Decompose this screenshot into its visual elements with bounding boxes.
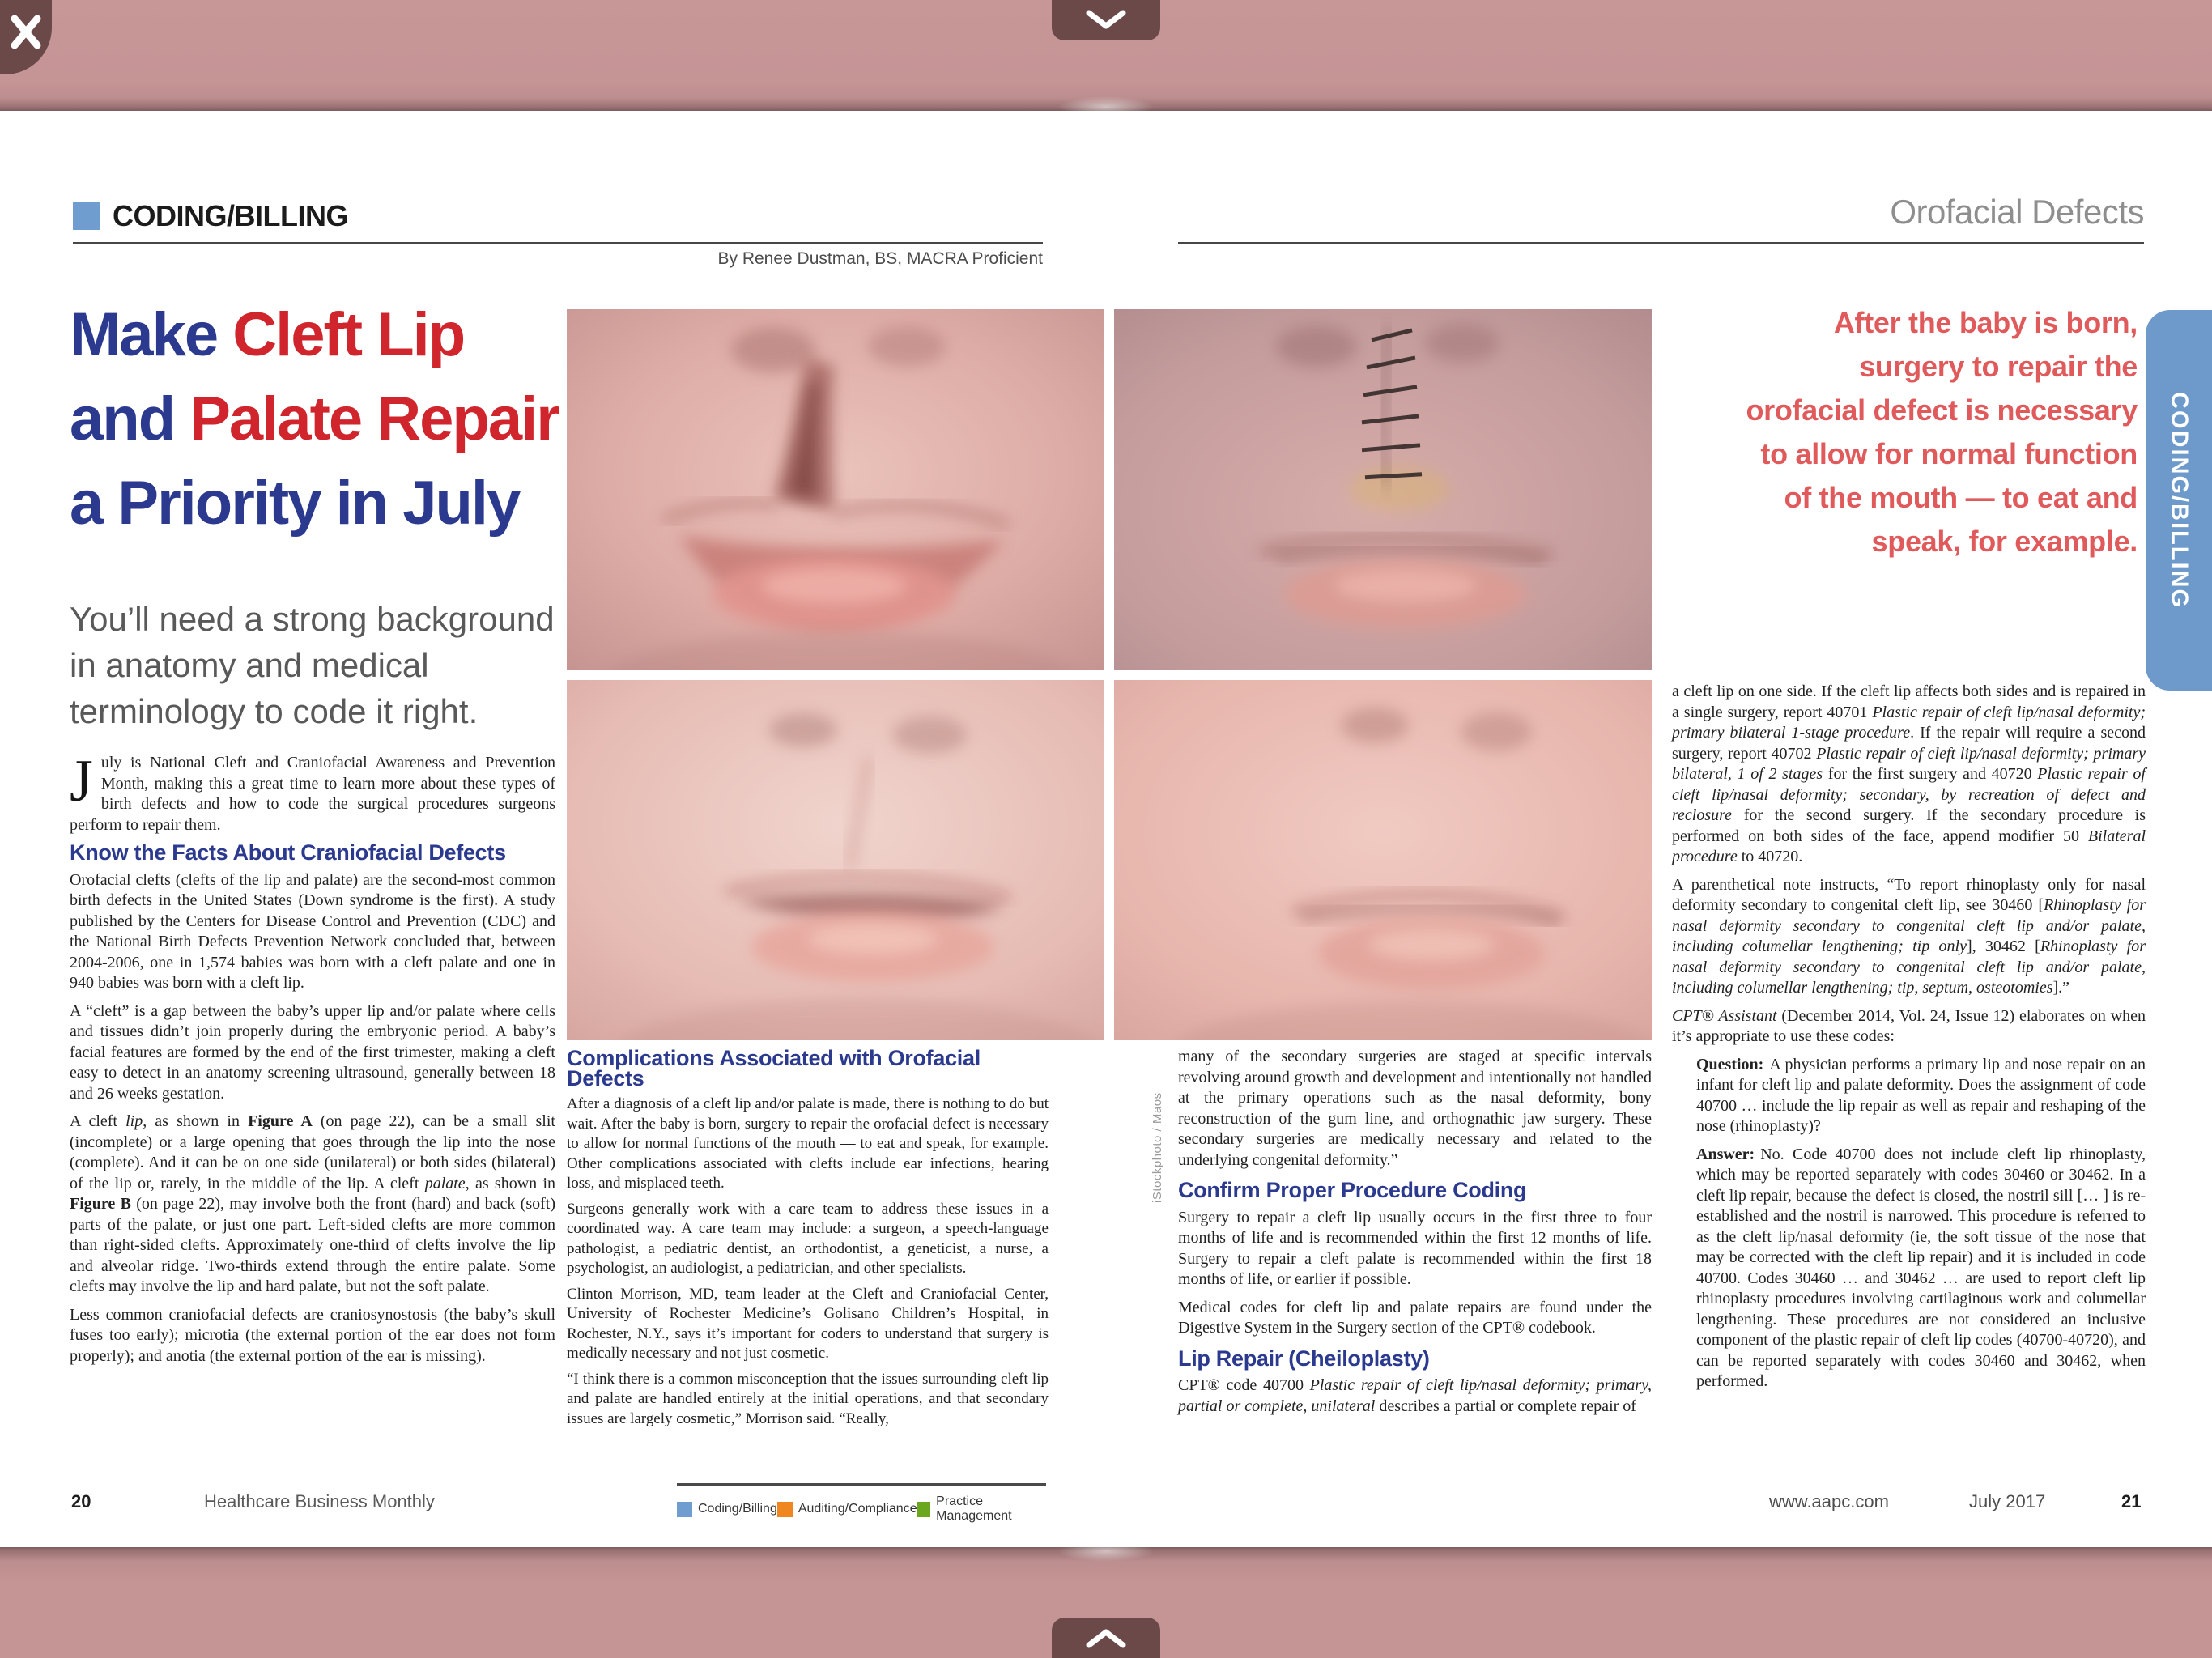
procedure-coding-column <box>1178 1047 1652 1424</box>
page-number-right: 21 <box>2121 1491 2142 1511</box>
section-heading: Complications Associated with Orofacial Defects <box>567 1046 981 1090</box>
byline: By Renee Dustman, BS, MACRA Proficient <box>717 249 1043 268</box>
close-icon <box>7 11 45 53</box>
title-line: and Palate Repair <box>70 385 559 453</box>
section-tab-label: CODING/BILLING <box>2166 391 2193 610</box>
left-column <box>70 748 556 1374</box>
section-color-square-icon <box>73 202 100 230</box>
legend-swatch-blue-icon <box>677 1502 692 1517</box>
complications-column <box>567 1047 1049 1435</box>
body-paragraph: Surgery to repair a cleft lip usually occurs in the first three to four months of life and is recommended within the first 12 months of life. Surgery to repair a cleft palate is recommended within the first 18 months of life, or earlier if possible. <box>1178 1208 1652 1288</box>
header-rule-right <box>1178 242 2144 244</box>
article-deck: You’ll need a strong background in anatomy and medical terminology to code it right. <box>70 600 555 730</box>
title-line: a Priority in July <box>70 469 520 538</box>
section-tab-coding-billing <box>2146 310 2212 691</box>
page-number-left: 20 <box>71 1491 91 1511</box>
body-paragraph: Clinton Morrison, MD, team leader at the Cleft and Craniofacial Center, University of Rochester Medicine’s Golisano Children’s Hospital, in Rochester, N.Y., says it’s important for coders to understand that surgery is medically necessary and not just cosmetic. <box>567 1285 1049 1362</box>
intro-paragraph: July is National Cleft and Craniofacial Awareness and Prevention Month, making this a great time to learn more about these types of birth defects and how to code the surgical procedures surgeons perform to repair them. <box>70 748 555 834</box>
photo-cleft-lip-repaired <box>1114 680 1652 1041</box>
section-kicker-label: CODING/BILLING <box>113 199 348 232</box>
magazine-name: Healthcare Business Monthly <box>204 1491 435 1511</box>
legend-swatch-orange-icon <box>777 1502 793 1517</box>
right-page-header: Orofacial Defects <box>1890 193 2144 231</box>
photo-cleft-lip-sutured <box>1114 309 1652 670</box>
body-paragraph: CPT® Assistant (December 2014, Vol. 24, Issue 12) elaborates on when it’s appropriate to use these codes: <box>1672 1006 2146 1045</box>
question-paragraph: Question: A physician performs a primary lip and nose repair on an infant for cleft lip and palate deformity. Does the assignment of code 40700 … include the lip repair as well as repair and reshaping of the nose (rhinoplasty)? <box>1696 1055 2146 1135</box>
body-paragraph: a cleft lip on one side. If the cleft lip affects both sides and is repaired in a single surgery, report 40701 Plastic repair of cleft lip/nasal deformity; primary bilateral 1-stage procedure. If the repair will require a second surgery, report 40702 Plastic repair of cleft lip/nasal deformity; primary bilateral, 1 of 2 stages for the first surgery and 40720 Plastic repair of cleft lip/nasal deformity; secondary, by recreation of defect and reclosure for the second surgery. If the secondary procedure is performed on both sides of the face, append modifier 50 Bilateral procedure to 40720. <box>1672 682 2146 865</box>
article-title <box>70 293 559 546</box>
header-rule-left <box>73 242 1043 244</box>
body-paragraph: CPT® code 40700 Plastic repair of cleft lip/nasal deformity; primary, partial or complete, unilateral describes a partial or complete repair of <box>1178 1376 1652 1415</box>
body-paragraph: “I think there is a common misconception that the issues surrounding cleft lip and palate are handled entirely at the initial operations, and that secondary issues are largely cosmetic,” Morrison said. “Really, <box>567 1370 1049 1427</box>
footer-issue-date: July 2017 <box>1969 1491 2046 1511</box>
legend-rule <box>677 1483 1046 1486</box>
pull-quote: After the baby is born, surgery to repair the orofacial defect is necessary to allow for normal function of the mouth — to eat and speak, for example. <box>1746 306 2138 558</box>
section-heading: Confirm Proper Procedure Coding <box>1178 1178 1527 1202</box>
legend-item-auditing-compliance: Auditing/Compliance <box>777 1502 917 1517</box>
section-heading: Know the Facts About Craniofacial Defects <box>70 840 506 865</box>
section-heading: Lip Repair (Cheiloplasty) <box>1178 1346 1430 1371</box>
body-paragraph: Less common craniofacial defects are craniosynostosis (the baby’s skull fuses too early); microtia (the external portion of the ear does not form properly); and anotia (the external portion of the ear is missing). <box>70 1305 555 1365</box>
title-line: Make Cleft Lip <box>70 300 465 369</box>
body-paragraph: Orofacial clefts (clefts of the lip and palate) are the second-most common birth defects in the United States (Down syndrome is the first). A study published by the Centers for Disease Control and Prevention (CDC) and the National Birth Defects Prevention Network concluded that, between 2004-2006, one in 1,574 babies was born with a cleft palate and one in 940 babies was born with a cleft lip. <box>70 870 555 992</box>
legend-item-coding-billing: Coding/Billing <box>677 1502 777 1517</box>
body-paragraph: A parenthetical note instructs, “To report rhinoplasty only for nasal deformity secondary to congenital cleft lip, see 30460 [Rhinoplasty for nasal deformity secondary to congenital cleft lip and/or palate, including columellar lengthening; tip only], 30462 [Rhinoplasty for nasal deformity secondary to congenital cleft lip and/or palate, including columellar lengthening; tip, septum, osteotomies].” <box>1672 875 2146 997</box>
legend-item-practice-management: Practice Management <box>917 1494 1046 1524</box>
chevron-down-icon <box>1083 10 1129 31</box>
section-legend <box>677 1483 1046 1524</box>
scroll-up-button[interactable] <box>1052 1618 1160 1658</box>
chevron-up-icon <box>1083 1627 1129 1648</box>
body-paragraph: Medical codes for cleft lip and palate repairs are found under the Digestive System in the Surgery section of the CPT® codebook. <box>1178 1298 1652 1337</box>
question-label: Question: <box>1696 1055 1764 1073</box>
footer-website: www.aapc.com <box>1769 1491 1889 1511</box>
body-paragraph: A cleft lip, as shown in Figure A (on page 22), can be a small slit (incomplete) or a large opening that goes through the lip into the nose (complete). And it can be on one side (unilateral) or both sides (bilateral) of the lip or, rarely, in the middle of the lip. A cleft palate, as shown in Figure B (on page 22), may involve both the front (hard) and back (soft) parts of the palate, or just one part. Left-sided clefts are more common than right-sided clefts. Approximately one-third of clefts involve the lip and alveolar ridge. Two-thirds extend through the entire palate. Some clefts may involve the lip and hard palate, but not the soft palate. <box>70 1112 556 1295</box>
scroll-down-button[interactable] <box>1052 0 1160 40</box>
cpt-codes-column <box>1672 682 2146 1400</box>
section-kicker <box>73 199 348 233</box>
drop-cap: J <box>70 748 93 814</box>
photo-credit: iStockphoto / Maos <box>1151 1092 1164 1203</box>
body-paragraph: Surgeons generally work with a care team to address these issues in a coordinated way. A care team may include: a surgeon, a speech-language pathologist, a pediatric dentist, an orthodontist, a geneticist, a nurse, a psychologist, an audiologist, a pediatrician, and other specialists. <box>567 1200 1049 1277</box>
body-paragraph: A “cleft” is a gap between the baby’s upper lip and/or palate where cells and tissues didn’t join properly during the embryonic period. A baby’s facial features are formed by the end of the first trimester, making a cleft easy to detect in an anatomy screening ultrasound, generally between 18 and 26 weeks gestation. <box>70 1001 555 1103</box>
photo-grid <box>567 309 1652 1040</box>
photo-cleft-lip-unrepaired <box>567 309 1104 670</box>
photo-cleft-lip-healing <box>567 680 1104 1041</box>
answer-paragraph: Answer: No. Code 40700 does not include cleft lip rhinoplasty, which may be reported separately with codes 30460 or 30462. In a cleft lip repair, because the defect is closed, the nostril sill [… ] is re-established and the nostril is narrowed. This procedure is referred to as the cleft lip/nasal deformity (ie, the soft tissue of the nose that may be corrected with the cleft lip repair) and it is included in code 40700. Codes 30460 … and 30462 … are used to report cleft lip rhinoplasty procedures involving cartilaginous work and columellar lengthening. These procedures are not considered an inclusive component of the plastic repair of cleft lip codes (40700-40720), and can be reported separately with codes 30460 and 30462, when performed. <box>1696 1145 2146 1390</box>
body-paragraph: After a diagnosis of a cleft lip and/or palate is made, there is nothing to do but wait. After the baby is born, surgery to repair the orofacial defect is necessary to allow for normal functions of the mouth — to eat and speak, for example. Other complications associated with clefts include ear infections, hearing loss, and misplaced teeth. <box>567 1095 1049 1192</box>
body-paragraph: many of the secondary surgeries are staged at specific intervals revolving around growth and development and intentionally not handled at the primary operations such as the nasal deformity, bony reconstruction of the gum line, and orthognathic jaw surgery. These secondary surgeries are medically necessary and related to the underlying congenital deformity.” <box>1178 1048 1652 1169</box>
answer-label: Answer: <box>1696 1145 1755 1163</box>
legend-swatch-green-icon <box>917 1502 931 1517</box>
